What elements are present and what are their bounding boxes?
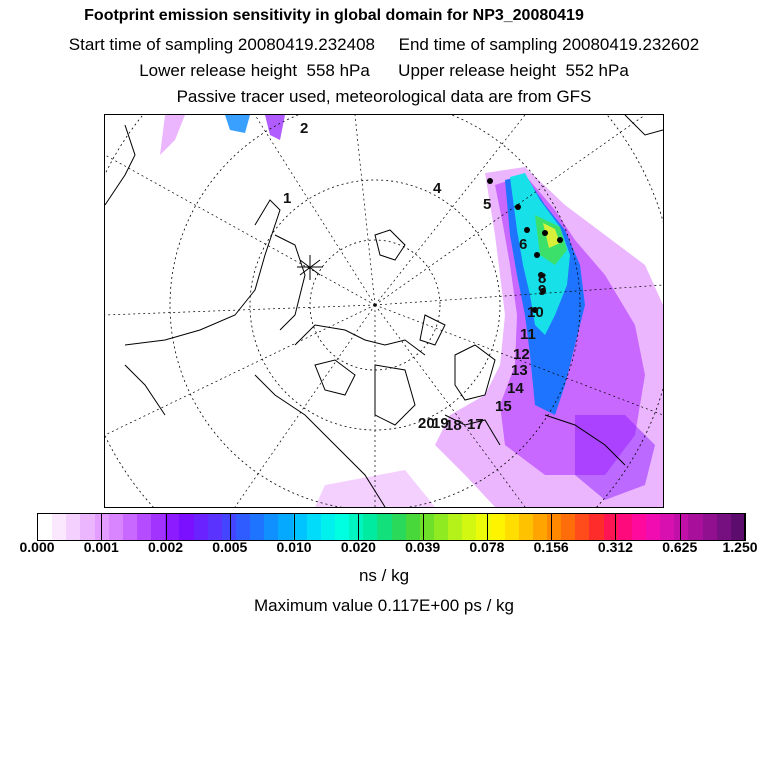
colorbar-cell xyxy=(434,514,448,540)
colorbar-cell xyxy=(448,514,462,540)
sensitivity-plume xyxy=(160,115,663,507)
colorbar-cell xyxy=(688,514,702,540)
upper-release-height: Upper release height 552 hPa xyxy=(398,61,629,80)
colorbar-cell xyxy=(561,514,575,540)
traj-label-11: 11 xyxy=(520,326,536,343)
footprint-map xyxy=(104,114,664,508)
colorbar-cell xyxy=(38,514,52,540)
colorbar-cell xyxy=(264,514,278,540)
polar-projection xyxy=(105,115,663,507)
colorbar-tick-label: 0.312 xyxy=(597,539,633,555)
traj-label-12: 12 xyxy=(513,346,530,363)
colorbar-tick xyxy=(294,513,295,541)
colorbar-tick xyxy=(551,513,552,541)
colorbar-cell xyxy=(250,514,264,540)
traj-label-13: 13 xyxy=(511,362,528,379)
colorbar-cell xyxy=(80,514,94,540)
colorbar-cell xyxy=(618,514,632,540)
colorbar-cell xyxy=(377,514,391,540)
colorbar-cell xyxy=(307,514,321,540)
colorbar-tick-label: 0.002 xyxy=(148,539,184,555)
start-time-label: Start time of sampling 20080419.232408 xyxy=(68,35,376,54)
lower-release-height: Lower release height 558 hPa xyxy=(139,61,370,80)
colorbar-cell xyxy=(151,514,165,540)
traj-label-6: 6 xyxy=(519,236,528,253)
colorbar-cell xyxy=(717,514,731,540)
colorbar-cell xyxy=(165,514,179,540)
colorbar-cell xyxy=(179,514,193,540)
colorbar-cell xyxy=(632,514,646,540)
end-time-label: End time of sampling 20080419.232602 xyxy=(398,35,700,54)
colorbar-cell xyxy=(462,514,476,540)
colorbar-cell xyxy=(349,514,363,540)
figure-title: Footprint emission sensitivity in global domain for NP3_20080419 xyxy=(84,7,584,24)
colorbar-cell xyxy=(533,514,547,540)
traj-label-15: 15 xyxy=(495,398,512,415)
colorbar-tick-label: 0.020 xyxy=(340,539,376,555)
colorbar-cell xyxy=(476,514,490,540)
traj-label-8: 8 xyxy=(538,270,547,287)
colorbar-cell xyxy=(575,514,589,540)
colorbar-cell xyxy=(703,514,717,540)
traj-label-2: 2 xyxy=(300,120,309,137)
colorbar-cell xyxy=(66,514,80,540)
colorbar-cell xyxy=(406,514,420,540)
colorbar-cell xyxy=(589,514,603,540)
colorbar-cell xyxy=(52,514,66,540)
colorbar-cell xyxy=(236,514,250,540)
colorbar-tick-label: 1.250 xyxy=(722,539,758,555)
colorbar-cell xyxy=(660,514,674,540)
colorbar-cell xyxy=(519,514,533,540)
colorbar-cell xyxy=(137,514,151,540)
colorbar-cell xyxy=(392,514,406,540)
release-heights xyxy=(0,62,768,79)
colorbar-tick-label: 0.010 xyxy=(276,539,312,555)
colorbar-tick-label: 0.001 xyxy=(83,539,119,555)
colorbar-tick-label: 0.039 xyxy=(405,539,441,555)
colorbar-tick xyxy=(166,513,167,541)
colorbar-tick xyxy=(680,513,681,541)
colorbar-tick xyxy=(615,513,616,541)
colorbar-tick-label: 0.156 xyxy=(533,539,569,555)
colorbar-tick-label: 0.005 xyxy=(212,539,248,555)
colorbar-cell xyxy=(731,514,745,540)
traj-label-5: 5 xyxy=(483,196,492,213)
traj-label-10: 10 xyxy=(527,304,544,321)
traj-label-14: 14 xyxy=(507,380,524,397)
colorbar-tick-label: 0.625 xyxy=(662,539,698,555)
colorbar-cell xyxy=(335,514,349,540)
traj-label-4: 4 xyxy=(433,180,442,197)
colorbar-cell xyxy=(278,514,292,540)
colorbar-tick xyxy=(744,513,745,541)
traj-label-17: 17 xyxy=(467,416,484,433)
traj-label-1: 1 xyxy=(283,190,292,207)
traj-label-18: 18 xyxy=(445,417,462,434)
colorbar-tick xyxy=(487,513,488,541)
traj-label-9: 9 xyxy=(538,282,547,299)
colorbar-cell xyxy=(491,514,505,540)
maximum-value-label: Maximum value 0.117E+00 ps / kg xyxy=(253,596,514,615)
colorbar-cell xyxy=(321,514,335,540)
colorbar-cell xyxy=(674,514,688,540)
colorbar-cell xyxy=(208,514,222,540)
colorbar-cell xyxy=(123,514,137,540)
colorbar-tick xyxy=(101,513,102,541)
colorbar xyxy=(37,513,746,541)
tracer-info: Passive tracer used, meteorological data are from GFS xyxy=(176,87,592,106)
colorbar-cell xyxy=(505,514,519,540)
colorbar-tick xyxy=(37,513,38,541)
colorbar-tick xyxy=(230,513,231,541)
release-point-marker xyxy=(297,255,323,280)
colorbar-cell xyxy=(363,514,377,540)
traj-label-19: 19 xyxy=(432,415,449,432)
colorbar-cell xyxy=(194,514,208,540)
colorbar-tick xyxy=(358,513,359,541)
colorbar-tick xyxy=(423,513,424,541)
traj-label-20: 20 xyxy=(418,415,435,432)
colorbar-cell xyxy=(646,514,660,540)
colorbar-cell xyxy=(547,514,561,540)
sampling-times xyxy=(0,36,768,53)
colorbar-tick-label: 0.000 xyxy=(19,539,55,555)
colorbar-tick-label: 0.078 xyxy=(469,539,505,555)
units-label: ns / kg xyxy=(358,566,410,585)
colorbar-cell xyxy=(109,514,123,540)
